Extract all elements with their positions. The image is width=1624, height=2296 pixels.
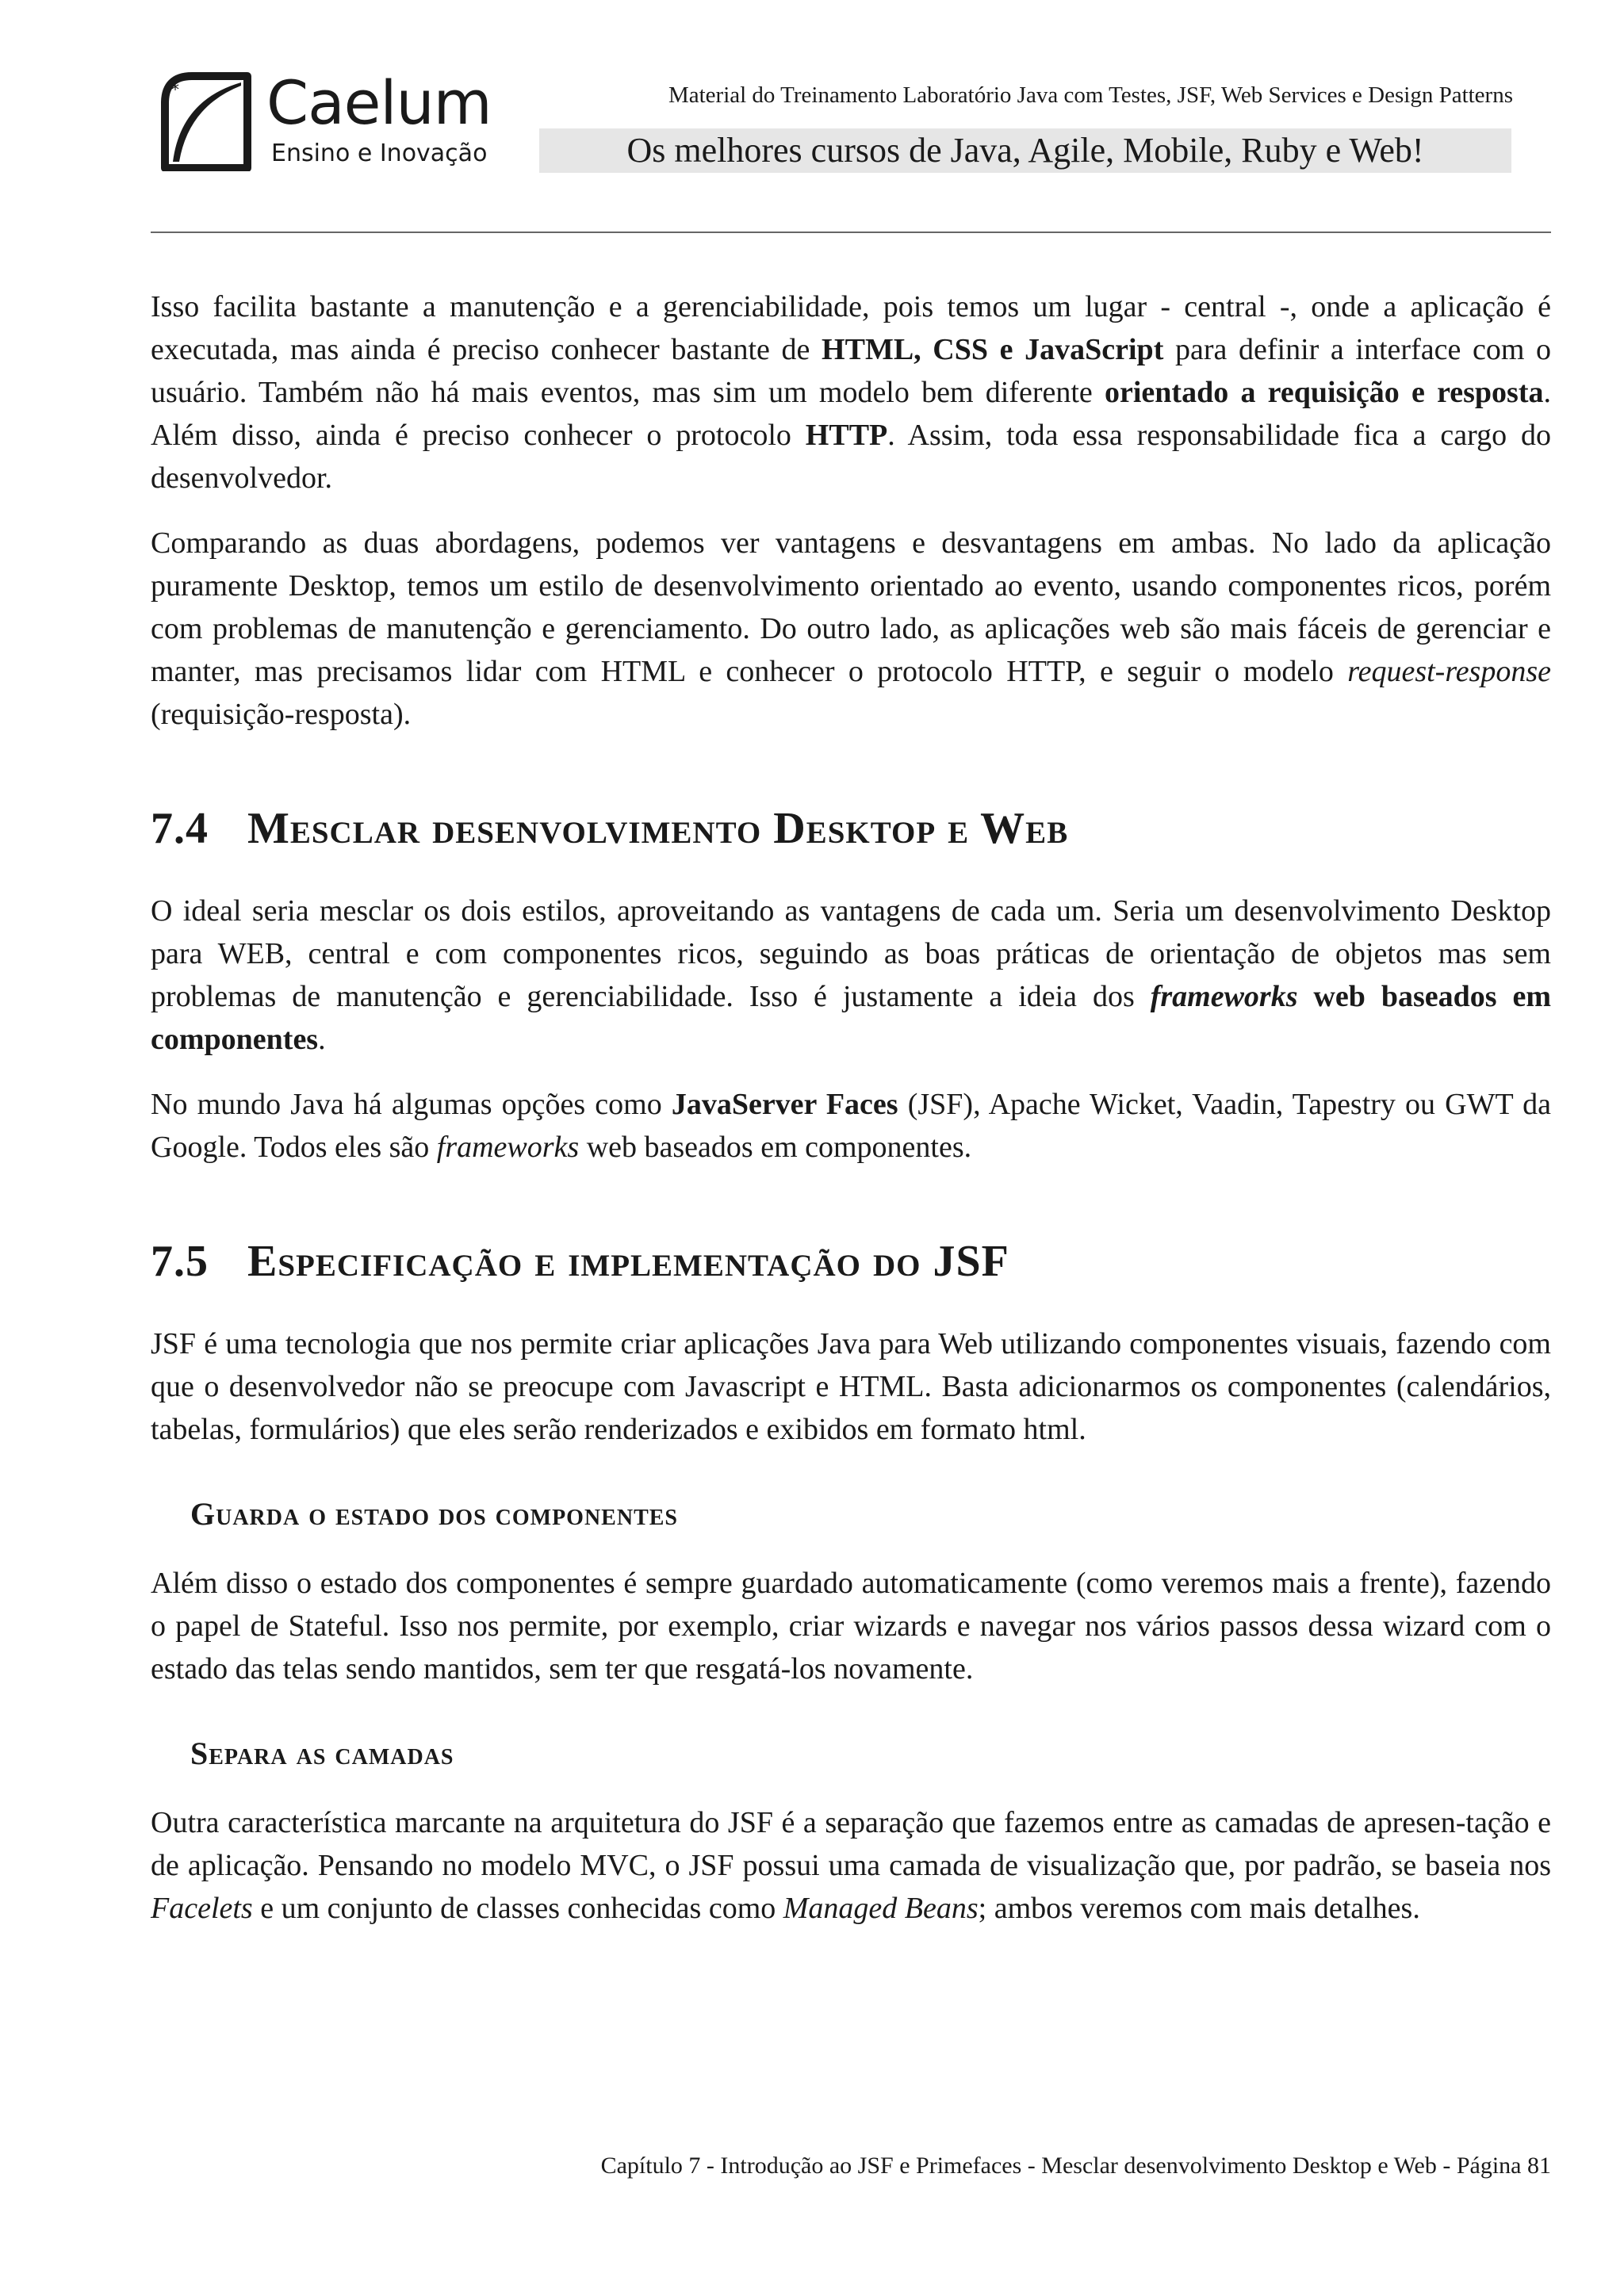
text: ; ambos veremos com mais detalhes. [978,1892,1420,1925]
header-divider [151,232,1551,233]
section-title: Mesclar desenvolvimento Desktop e Web [247,804,1069,853]
text: (JSF), Apache Wicket, Vaadin, Tapestry ou GWT da Google. Todos eles são [151,1088,1551,1164]
text: (requisição-resposta). [151,698,412,731]
bold-text: HTML, CSS e JavaScript [822,333,1164,366]
bold-text: HTTP [805,419,888,452]
bold-text: orientado a requisição e resposta [1105,376,1544,409]
text: . [318,1023,326,1056]
italic-text: Managed Beans [783,1892,979,1925]
intro-paragraph-2 [151,522,1551,736]
italic-text: frameworks [1150,980,1298,1013]
section-number: 7.5 [151,1237,209,1286]
svg-text:*: * [171,80,179,99]
bold-text: JavaServer Faces [671,1088,898,1121]
caelum-logo [155,68,496,179]
header-title: Material do Treinamento Laboratório Java com Testes, JSF, Web Services e Design Patterns [668,82,1513,108]
section-number: 7.4 [151,804,209,853]
header-banner: Os melhores cursos de Java, Agile, Mobile, Ruby e Web! [539,128,1511,173]
bold-text: web baseados em componentes [151,980,1551,1056]
logo-name: Caelum [266,67,492,138]
italic-text: frameworks [436,1131,580,1164]
italic-text: request-response [1347,655,1551,688]
text: Isso facilita bastante a manutenção e a gerenciabilidade, pois temos um lugar - central -, onde a aplicação é executada, mas ainda é preciso conhecer bastante de [151,290,1551,366]
subheading-separa-camadas: Separa as camadas [190,1735,454,1771]
subheading-guarda-estado: Guarda o estado dos componentes [190,1496,678,1532]
caelum-logo-icon [160,71,252,171]
text: e um conjunto de classes conhecidas como [252,1892,783,1925]
subsection-2-paragraph [151,1801,1551,1930]
page-footer: Capítulo 7 - Introdução ao JSF e Primefaces - Mesclar desenvolvimento Desktop e Web - Página 81 [600,2152,1551,2179]
text: Outra característica marcante na arquitetura do JSF é a separação que fazemos entre as camadas de apresen-tação e de aplicação. Pensando no modelo MVC, o JSF possui uma camada de visualização que, por padrão, se baseia nos [151,1806,1551,1882]
intro-paragraph-1 [151,285,1551,499]
bold-italic-text [1151,980,1298,1013]
section-heading-7-4 [151,801,1551,856]
section-7-4-paragraph-2 [151,1083,1551,1169]
text: O ideal seria mesclar os dois estilos, aproveitando as vantagens de cada um. Seria um desenvolvimento Desktop para WEB, central e com componentes ricos, seguindo as boas práticas de orientação de objetos mas sem problemas de manutenção e gerenciabilidade. Isso é justamente a ideia dos [151,894,1551,1013]
logo-tagline: Ensino e Inovação [271,140,488,167]
page-content [151,285,1551,1952]
section-title: Especificação e implementação do JSF [247,1237,1009,1286]
text: No mundo Java há algumas opções como [151,1088,672,1121]
text: . Assim, toda essa responsabilidade fica a cargo do desenvolvedor. [151,419,1551,495]
text: Comparando as duas abordagens, podemos ver vantagens e desvantagens em ambas. No lado da aplicação puramente Desktop, temos um estilo de desenvolvimento orientado ao evento, usando componentes ricos, porém com problemas de manutenção e gerenciamento. Do outro lado, as aplicações web são mais fáceis de gerenciar e manter, mas precisamos lidar com HTML e conhecer o protocolo HTTP, e seguir o modelo [151,526,1551,688]
italic-text: Facelets [151,1892,253,1925]
section-heading-7-5 [151,1234,1551,1289]
text: para definir a interface com o usuário. Também não há mais eventos, mas sim um modelo bem diferente [151,333,1552,409]
text: . Além disso, ainda é preciso conhecer o protocolo [151,376,1551,452]
text: web baseados em componentes. [579,1131,972,1164]
subsection-1-paragraph: Além disso o estado dos componentes é sempre guardado automaticamente (como veremos mais a frente), fazendo o papel de Stateful. Isso nos permite, por exemplo, criar wizards e navegar nos vários passos dessa wizard com o estado das telas sendo mantidos, sem ter que resgatá-los novamente. [151,1567,1551,1686]
section-7-4-paragraph-1 [151,890,1551,1061]
section-7-5-paragraph-1: JSF é uma tecnologia que nos permite criar aplicações Java para Web utilizando componentes visuais, fazendo com que o desenvolvedor não se preocupe com Javascript e HTML. Basta adicionarmos os componentes (calendários, tabelas, formulários) que eles serão renderizados e exibidos em formato html. [151,1327,1551,1446]
